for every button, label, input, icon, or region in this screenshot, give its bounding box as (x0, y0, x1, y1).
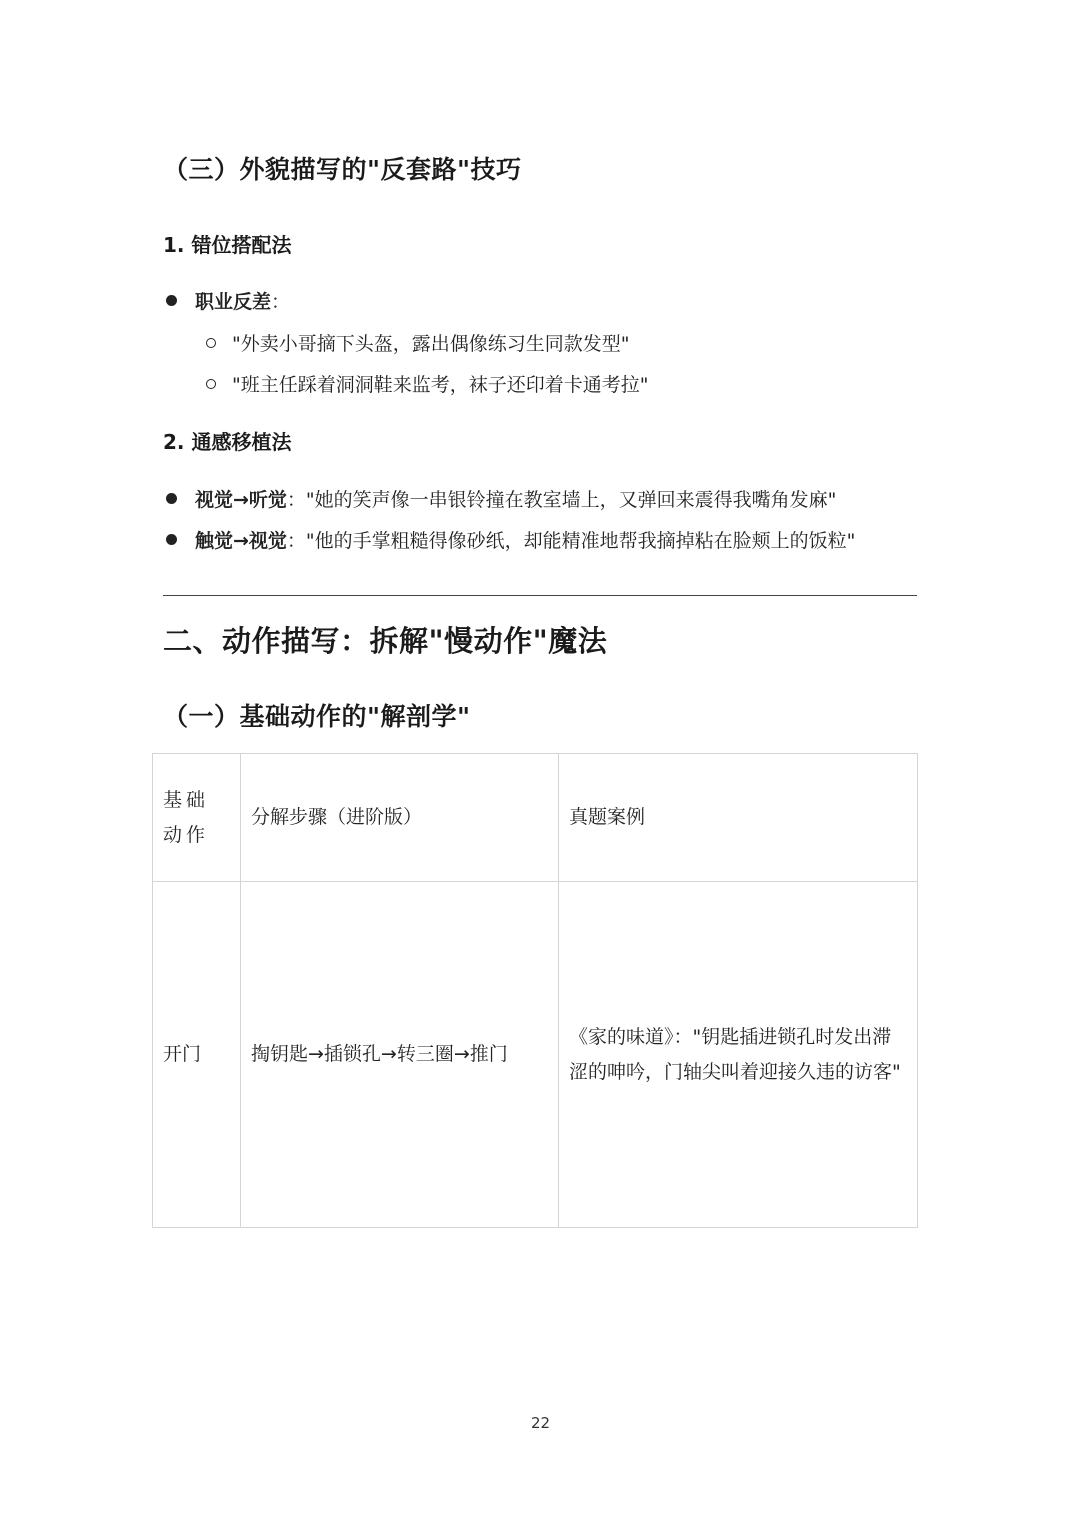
numbered-heading-mismatch: 1. 错位搭配法 (163, 233, 292, 257)
section-divider (163, 595, 917, 596)
bullet-label: 职业反差 (195, 291, 272, 313)
action-table (152, 753, 918, 1228)
bullet-ring-icon (206, 338, 216, 348)
bullet-dot-icon (166, 295, 177, 306)
sub-bullet-text: "外卖小哥摘下头盔，露出偶像练习生同款发型" (232, 333, 630, 355)
subsection-heading-appearance: （三）外貌描写的"反套路"技巧 (163, 155, 522, 184)
table-cell: 《家的味道》："钥匙插进锁孔时发出滞涩的呻吟，门轴尖叫着迎接久违的访客" (559, 882, 918, 1228)
bullet-label: 视觉→听觉 (195, 489, 287, 511)
bullet-dot-icon (166, 493, 177, 504)
bullet-text: ："她的笑声像一串银铃撞在教室墙上，又弹回来震得我嘴角发麻" (286, 489, 837, 511)
sub-bullet-item (206, 329, 629, 356)
bullet-dot-icon (166, 534, 177, 545)
section-heading-action: 二、动作描写：拆解"慢动作"魔法 (163, 624, 608, 658)
table-header-cell: 基础动作 (153, 754, 241, 882)
bullet-item-sight-to-sound (166, 485, 836, 512)
table-header-cell: 真题案例 (559, 754, 918, 882)
table-row (153, 882, 918, 1228)
bullet-text: ："他的手掌粗糙得像砂纸，却能精准地帮我摘掉粘在脸颊上的饭粒" (286, 530, 856, 552)
bullet-ring-icon (206, 379, 216, 389)
sub-bullet-item (206, 370, 648, 397)
bullet-item-career-contrast (166, 287, 290, 314)
table-cell: 掏钥匙→插锁孔→转三圈→推门 (241, 882, 559, 1228)
sub-bullet-text: "班主任踩着洞洞鞋来监考，袜子还印着卡通考拉" (232, 374, 649, 396)
table-header-cell: 分解步骤（进阶版） (241, 754, 559, 882)
table-header-row (153, 754, 918, 882)
bullet-item-touch-to-sight (166, 526, 855, 553)
table-cell: 开门 (153, 882, 241, 1228)
numbered-heading-synesthesia: 2. 通感移植法 (163, 430, 292, 454)
bullet-label: 触觉→视觉 (195, 530, 287, 552)
bullet-colon: ： (271, 291, 291, 313)
page-number: 22 (531, 1414, 551, 1432)
subsection-heading-basic-action: （一）基础动作的"解剖学" (163, 702, 471, 731)
